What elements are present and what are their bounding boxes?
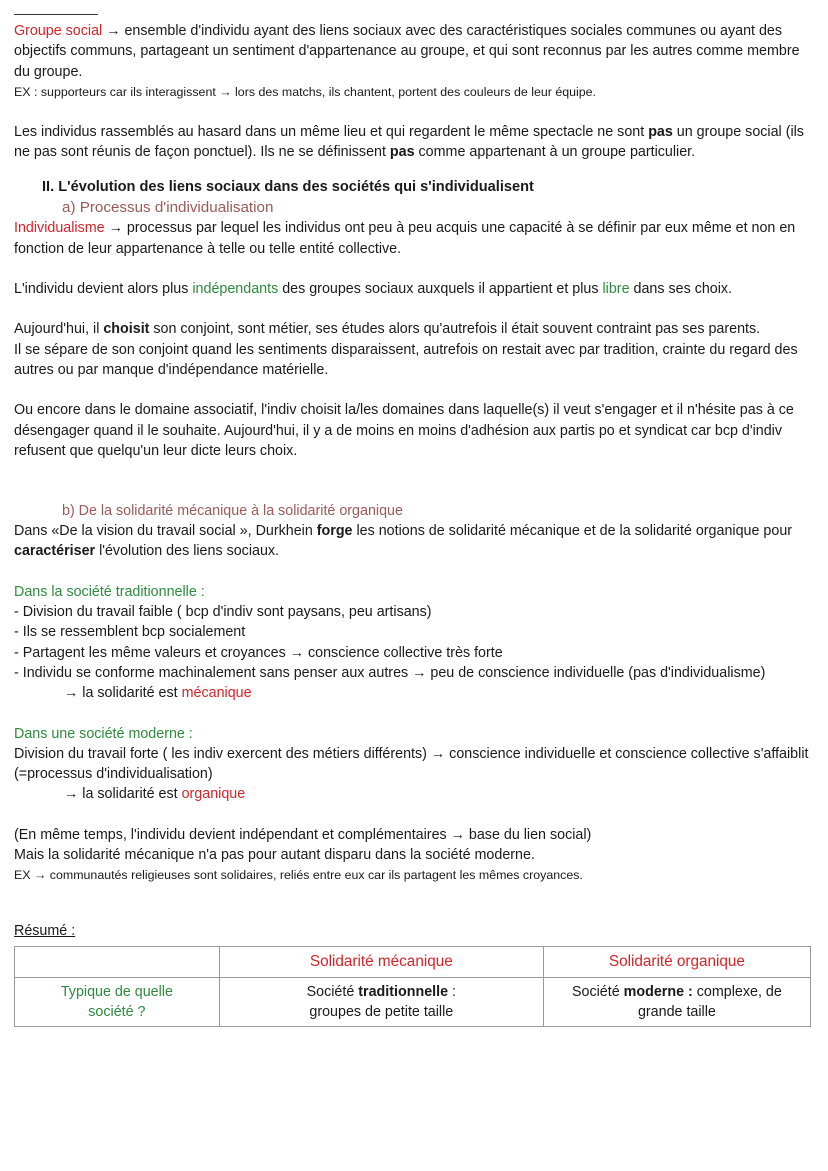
header-organique: Solidarité organique [543, 946, 810, 977]
table-row [15, 977, 811, 1026]
rassemblement-paragraph: Les individus rassemblés au hasard dans un même lieu et qui regardent le même spectacle ne sont pas un groupe social (ils ne pas sont réunis de façon ponctuel). Ils ne se définissent pas comme appartenant à un groupe particulier. [14, 123, 804, 161]
solidarite-organique-conclusion: → la solidarité est organique [64, 786, 246, 803]
document-page [14, 14, 814, 1027]
trad-item: - Individu se conforme machinalement sans penser aux autres → peu de conscience individuelle (pas d'individualisme) [14, 664, 766, 681]
trad-item: - Ils se ressemblent bcp socialement [14, 624, 246, 641]
cell-organique: Société moderne : complexe, de grande taille [543, 977, 810, 1026]
section-2-heading: II. L'évolution des liens sociaux dans des sociétés qui s'individualisent [42, 179, 534, 196]
mais-paragraph: Mais la solidarité mécanique n'a pas pour autant disparu dans la société moderne. [14, 847, 535, 864]
resume-table [14, 946, 811, 1027]
aujourdhui-paragraph: Aujourd'hui, il choisit son conjoint, sont métier, ses études alors qu'autrefois il était souvent contraint pas ses parents. [14, 321, 761, 338]
groupe-social-example: EX : supporteurs car ils interagissent → lors des matchs, ils chantent, portent des couleurs de leur équipe. [14, 84, 596, 99]
header-mecanique: Solidarité mécanique [219, 946, 543, 977]
independance-paragraph: L'individu devient alors plus indépendants des groupes sociaux auxquels il appartient et plus libre dans ses choix. [14, 281, 733, 298]
groupe-social-term: Groupe social [14, 23, 103, 39]
top-rule [14, 14, 98, 15]
moderne-heading: Dans une société moderne : [14, 725, 193, 742]
subsection-a-heading: a) Processus d'individualisation [62, 199, 274, 217]
trad-item: - Division du travail faible ( bcp d'indiv sont paysans, peu artisans) [14, 604, 432, 621]
durkheim-paragraph: Dans «De la vision du travail social », Durkhein forge les notions de solidarité mécanique et de la solidarité organique pour caractériser l'évolution des liens sociaux. [14, 523, 793, 560]
associatif-paragraph: Ou encore dans le domaine associatif, l'indiv choisit la/les domaines dans laquelle(s) il veut s'engager et il n'hésite pas à ce désengager quand il le souhaite. Aujourd'hui, il y a de moins en moins d'adhésion aux partis po et syndicat car bcp d'indiv refusent que quelqu'un leur dicte leurs choix. [14, 402, 794, 459]
table-cell-empty [15, 946, 220, 977]
row-label: Typique de quelle société ? [15, 977, 220, 1026]
table-row [15, 946, 811, 977]
communautes-example: EX → communautés religieuses sont solidaires, reliés entre eux car ils partagent les mêmes croyances. [14, 868, 583, 883]
cell-mecanique: Société traditionnelle : groupes de petite taille [219, 977, 543, 1026]
solidarite-mecanique-conclusion: → la solidarité est mécanique [64, 685, 252, 702]
separation-paragraph: Il se sépare de son conjoint quand les sentiments disparaissent, autrefois on restait avec par tradition, crainte du regard des autres ou par manque d'indépendance matérielle. [14, 341, 798, 378]
individualisme-definition: Individualisme → processus par lequel les individus ont peu à peu acquis une capacité à se définir par eux même et non en fonction de leur appartenance à telle ou telle entité collective. [14, 220, 796, 257]
moderne-text: Division du travail forte ( les indiv exercent des métiers différents) → conscience individuelle et conscience collective s'affaiblit (=processus d'individualisation) [14, 745, 809, 783]
traditionnelle-heading: Dans la société traditionnelle : [14, 583, 205, 600]
trad-item: - Partagent les même valeurs et croyances → conscience collective très forte [14, 644, 503, 661]
meme-temps-paragraph: (En même temps, l'individu devient indépendant et complémentaires → base du lien social) [14, 826, 592, 843]
resume-title: Résumé : [14, 923, 76, 940]
groupe-social-definition: Groupe social → ensemble d'individu ayant des liens sociaux avec des caractéristiques sociales communes ou ayant des objectifs communs, partageant un sentiment d'appartenance au groupe, et qui sont reconnus par les autres comme membre du groupe. [14, 23, 800, 80]
subsection-b-heading: b) De la solidarité mécanique à la solidarité organique [62, 503, 403, 520]
